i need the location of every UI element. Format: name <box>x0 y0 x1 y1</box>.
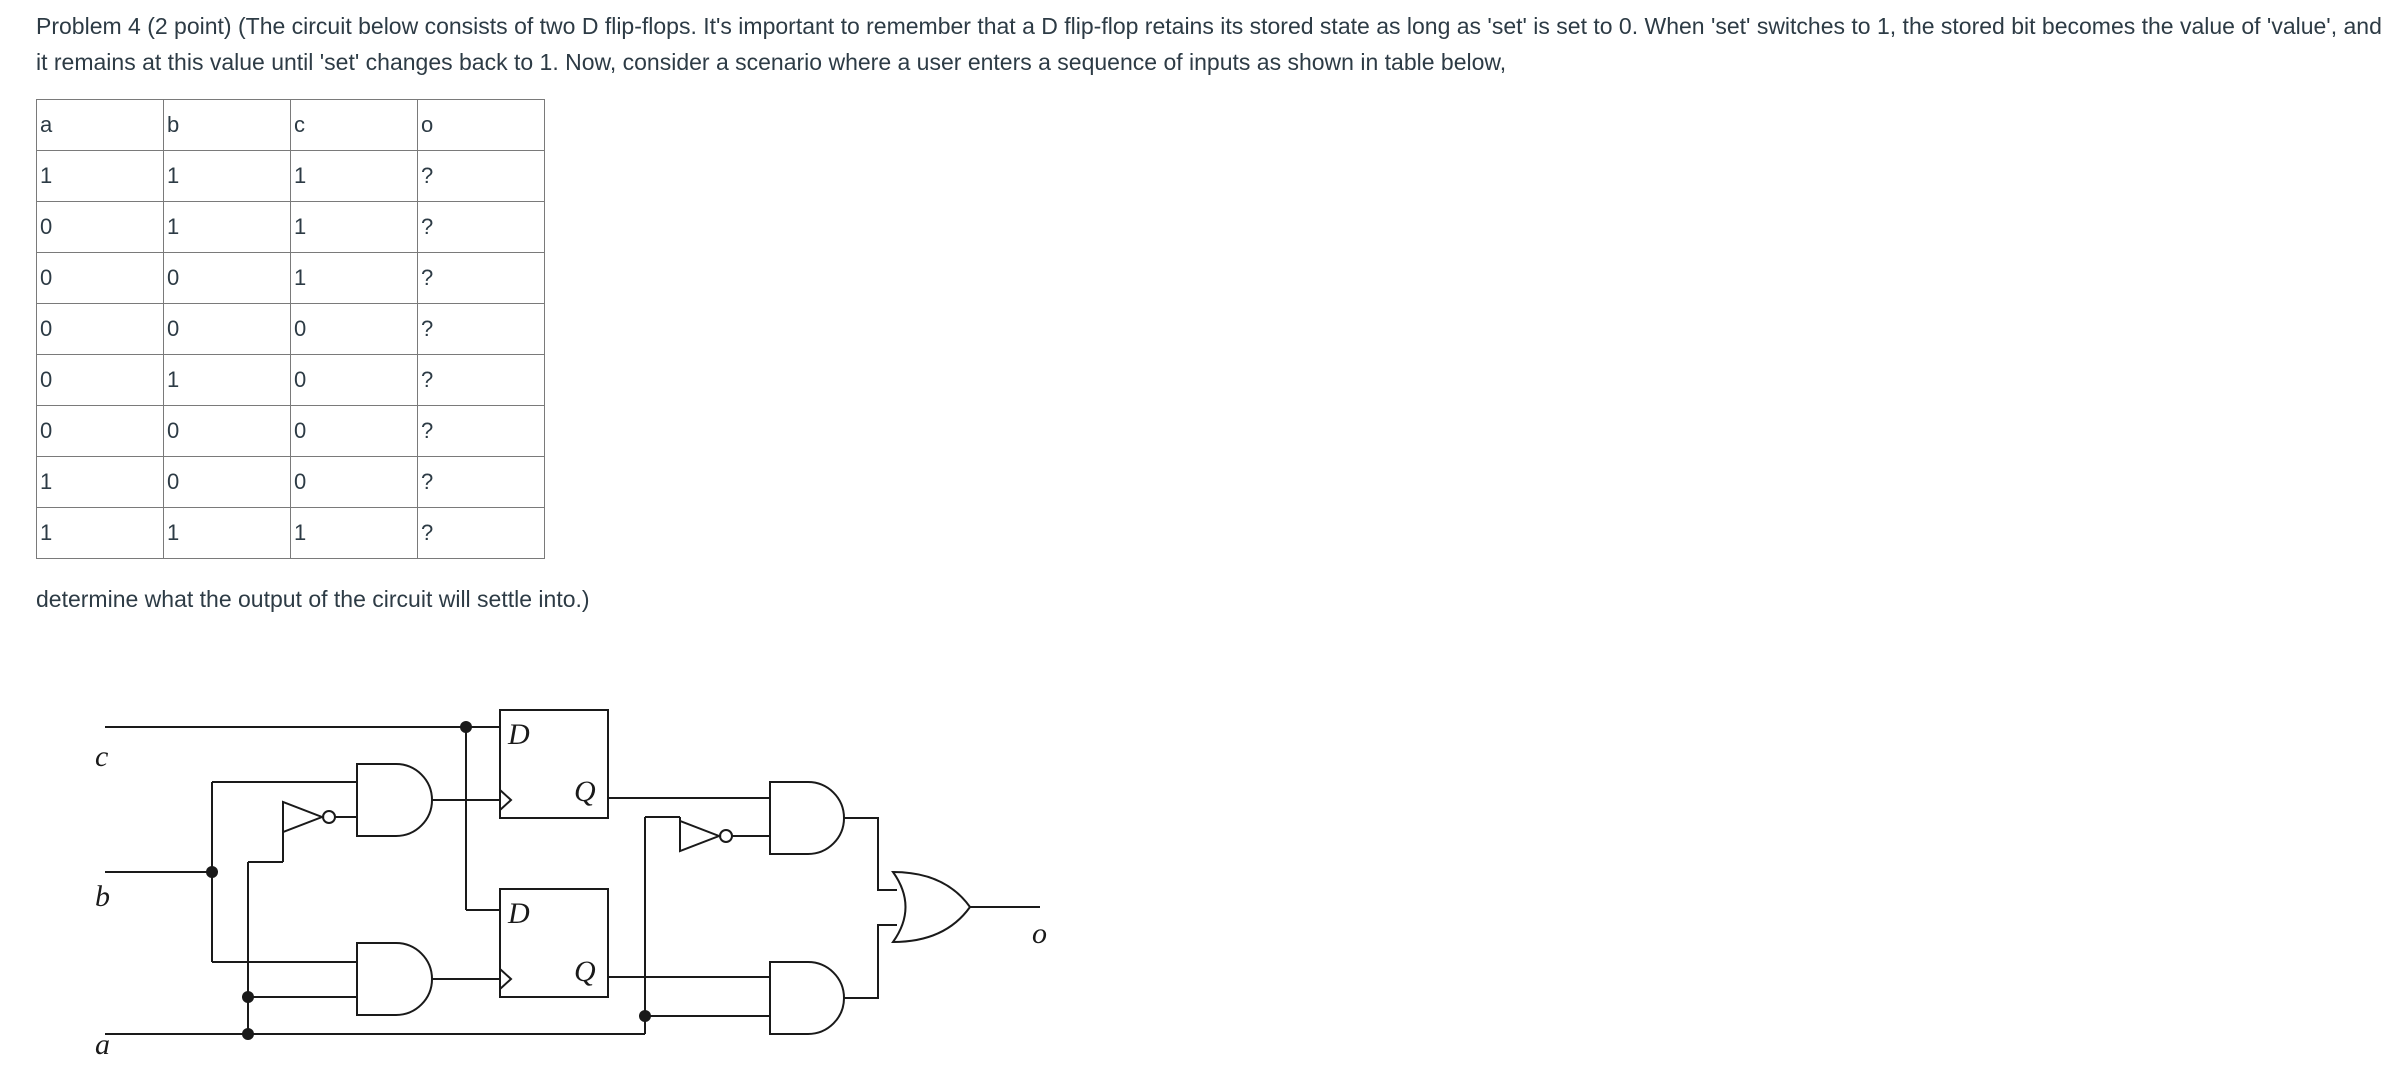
cell-a: 0 <box>37 406 164 457</box>
cell-a: 1 <box>37 151 164 202</box>
input-sequence-table <box>36 99 545 559</box>
ff1-clock-marker <box>500 790 511 810</box>
table-row <box>37 355 545 406</box>
table-row <box>37 406 545 457</box>
label-a: a <box>95 1028 110 1061</box>
cell-b: 1 <box>164 151 291 202</box>
and-gate-2 <box>357 943 432 1015</box>
cell-b: 1 <box>164 202 291 253</box>
not-gate-1-bubble <box>323 811 335 823</box>
ff1-q-label: Q <box>574 775 596 808</box>
cell-a: 1 <box>37 457 164 508</box>
cell-b: 1 <box>164 508 291 559</box>
and-gate-3 <box>770 782 844 854</box>
label-b: b <box>95 880 110 913</box>
cell-o: ? <box>418 406 545 457</box>
problem-closing: determine what the output of the circuit will settle into.) <box>36 586 590 612</box>
cell-c: 0 <box>291 304 418 355</box>
cell-a: 0 <box>37 253 164 304</box>
cell-c: 1 <box>291 253 418 304</box>
flip-flop-2 <box>500 889 608 997</box>
cell-c: 1 <box>291 151 418 202</box>
ff2-d-label: D <box>508 897 530 930</box>
cell-b: 0 <box>164 457 291 508</box>
table-header-row <box>37 100 545 151</box>
not-gate-2 <box>680 821 719 851</box>
table-row <box>37 304 545 355</box>
problem-statement <box>36 8 2386 80</box>
cell-b: 0 <box>164 304 291 355</box>
junction-dot <box>242 991 254 1003</box>
cell-c: 1 <box>291 202 418 253</box>
table-row <box>37 253 545 304</box>
cell-a: 1 <box>37 508 164 559</box>
flip-flop-1 <box>500 710 608 818</box>
cell-o: ? <box>418 253 545 304</box>
cell-c: 0 <box>291 355 418 406</box>
ff2-q-label: Q <box>574 955 596 988</box>
column-header-o: o <box>418 100 545 151</box>
wire-and4-to-or <box>844 925 897 998</box>
label-o: o <box>1032 917 1047 950</box>
table-row <box>37 202 545 253</box>
or-gate <box>893 872 970 942</box>
cell-o: ? <box>418 508 545 559</box>
table-row <box>37 151 545 202</box>
cell-c: 1 <box>291 508 418 559</box>
wire-and3-to-or <box>844 818 897 890</box>
cell-o: ? <box>418 151 545 202</box>
and-gate-4 <box>770 962 844 1034</box>
cell-c: 0 <box>291 457 418 508</box>
cell-c: 0 <box>291 406 418 457</box>
column-header-c: c <box>291 100 418 151</box>
cell-b: 0 <box>164 406 291 457</box>
cell-o: ? <box>418 457 545 508</box>
junction-dot <box>242 1028 254 1040</box>
cell-o: ? <box>418 202 545 253</box>
cell-o: ? <box>418 355 545 406</box>
and-gate-1 <box>357 764 432 836</box>
not-gate-1 <box>283 802 322 832</box>
ff1-d-label: D <box>508 718 530 751</box>
junction-dot <box>206 866 218 878</box>
cell-b: 1 <box>164 355 291 406</box>
column-header-b: b <box>164 100 291 151</box>
label-c: c <box>95 740 109 773</box>
column-header-a: a <box>37 100 164 151</box>
cell-a: 0 <box>37 202 164 253</box>
table-row <box>37 457 545 508</box>
cell-a: 0 <box>37 304 164 355</box>
junction-dot <box>639 1010 651 1022</box>
ff2-clock-marker <box>500 969 511 989</box>
cell-b: 0 <box>164 253 291 304</box>
table-row <box>37 508 545 559</box>
cell-o: ? <box>418 304 545 355</box>
not-gate-2-bubble <box>720 830 732 842</box>
problem-intro: Problem 4 (2 point) (The circuit below consists of two D flip-flops. It's important to remember that a D flip-flop retains its stored state as long as 'set' is set to 0. When 'set' switches to 1, the stored bit becomes the value of 'value', and it remains at this value until 'set' changes back to 1. Now, consider a scenario where a user enters a sequence of inputs as shown in table below, <box>36 13 2382 75</box>
junction-dot <box>460 721 472 733</box>
cell-a: 0 <box>37 355 164 406</box>
